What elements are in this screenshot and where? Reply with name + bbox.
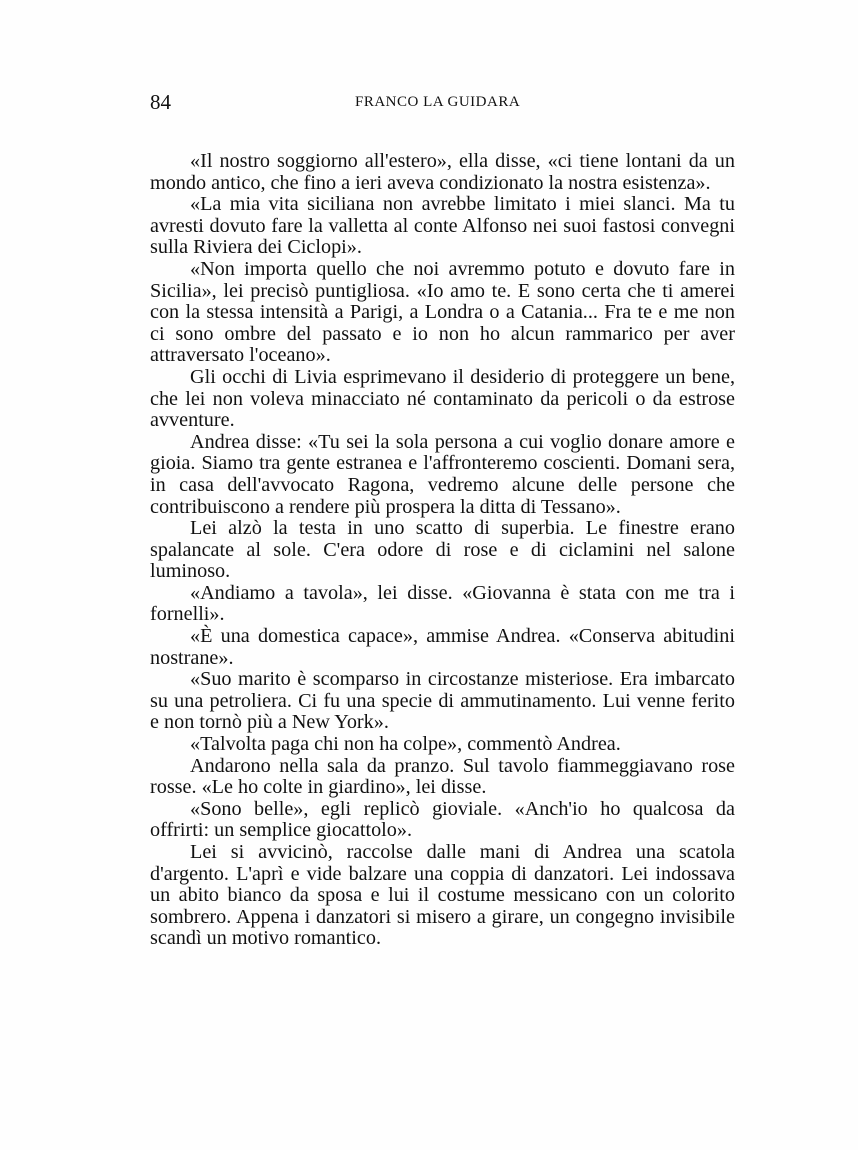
paragraph: «Il nostro soggiorno all'estero», ella disse, «ci tiene lontani da un mondo antico, che fino a ieri aveva condizionato la nostra esistenza». [150,150,735,194]
paragraph: «Talvolta paga chi non ha colpe», commentò Andrea. [190,733,621,756]
paragraph: «Sono belle», egli replicò gioviale. «Anch'io ho qualcosa da offrirti: un semplice giocattolo». [150,797,735,842]
paragraph: Andarono nella sala da pranzo. Sul tavolo fiammeggiavano rose rosse. «Le ho colte in giardino», lei disse. [150,754,735,799]
page-number: 84 [150,90,171,114]
paragraph: «La mia vita siciliana non avrebbe limitato i miei slanci. Ma tu avresti dovuto fare la valletta al conte Alfonso nei suoi fastosi convegni sulla Riviera dei Ciclopi». [150,193,735,259]
paragraph: Lei alzò la testa in uno scatto di superbia. Le finestre erano spalancate al sole. C'era odore di rose e di ciclamini nel salone luminoso. [150,517,735,583]
paragraph: «Suo marito è scomparso in circostanze misteriose. Era imbarcato su una petroliera. Ci fu una specie di ammutinamento. Lui venne ferito e non tornò più a New York». [150,668,735,734]
paragraph: Lei si avvicinò, raccolse dalle mani di Andrea una scatola d'argento. L'aprì e vide balzare una coppia di danzatori. Lei indossava un abito bianco da sposa e lui il costume messicano con un colorito sombrero. Appena i danzatori si misero a girare, un congegno invisibile scandì un motivo romantico. [150,841,735,950]
running-head: FRANCO LA GUIDARA [355,94,521,110]
body-text [150,151,735,950]
paragraph: «Non importa quello che noi avremmo potuto e dovuto fare in Sicilia», lei precisò puntigliosa. «Io amo te. E sono certa che ti amerei con la stessa intensità a Parigi, a Londra o a Catania... Fra te e me non ci sono ombre del passato e io non ho alcun rammarico per aver attraversato l'oceano». [150,257,735,367]
paragraph: «Andiamo a tavola», lei disse. «Giovanna è stata con me tra i fornelli». [150,581,735,626]
paragraph: Gli occhi di Livia esprimevano il desiderio di proteggere un bene, che lei non voleva minacciato né contaminato da pericoli o da estrose avventure. [150,365,735,432]
paragraph: «È una domestica capace», ammise Andrea. «Conserva abitudini nostrane». [150,625,735,669]
paragraph: Andrea disse: «Tu sei la sola persona a cui voglio donare amore e gioia. Siamo tra gente estranea e l'affronteremo coscienti. Domani sera, in casa dell'avvocato Ragona, vedremo alcune delle persone che contribuiscono a rendere più prospera la ditta di Tessano». [150,430,735,518]
page-header [150,90,730,120]
